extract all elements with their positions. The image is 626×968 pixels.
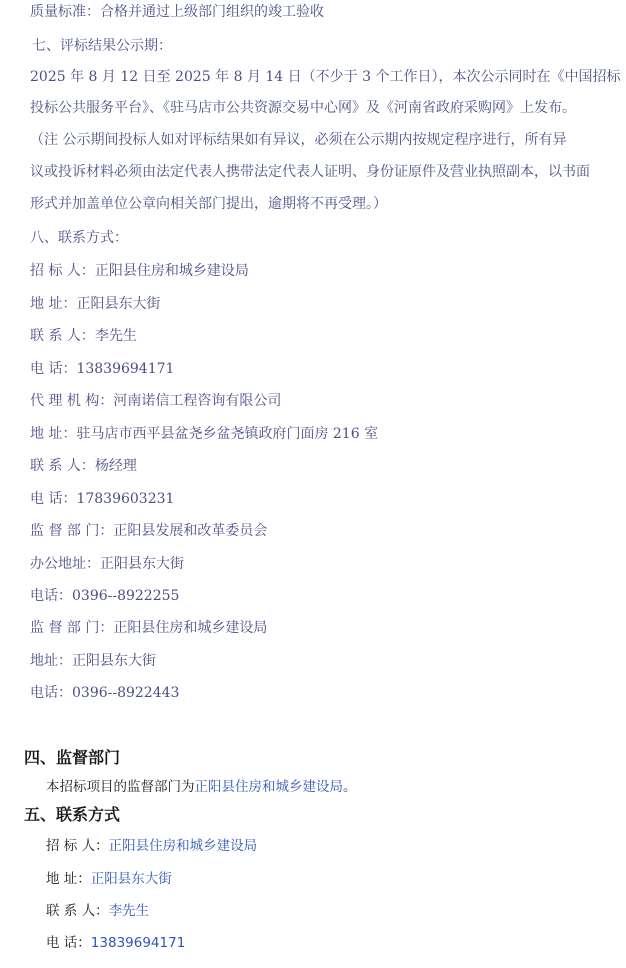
contact-line-agency: 代 理 机 构：河南诺信工程咨询有限公司 [30, 393, 282, 409]
contact-line-supervisor-1: 监 督 部 门：正阳县发展和改革委员会 [30, 523, 268, 539]
quality-standard-line: 质量标准：合格并通过上级部门组织的竣工验收 [30, 4, 324, 20]
contact-line-address: 地 址：正阳县东大街 [30, 296, 161, 312]
supervision-department-link[interactable]: 正阳县住房和城乡建设局 [194, 779, 343, 795]
web-contact-label: 电 话： [46, 935, 91, 951]
web-announcement-body [0, 728, 626, 968]
contact-line-supervisor-2: 监 督 部 门：正阳县住房和城乡建设局 [30, 620, 268, 636]
supervision-paragraph [46, 778, 357, 796]
web-contact-person [46, 902, 149, 920]
contact-line-supervisor-2-address: 地址：正阳县东大街 [30, 653, 156, 669]
web-contact-value: 13839694171 [90, 935, 186, 951]
contact-line-tenderer: 招 标 人：正阳县住房和城乡建设局 [30, 263, 249, 279]
objection-note-line-2: 议或投诉材料必须由法定代表人携带法定代表人证明、身份证原件及营业执照副本，以书面 [30, 164, 590, 180]
publicity-period-line-1: 2025 年 8 月 12 日至 2025 年 8 月 14 日（不少于 3 个工作日），本次公示同时在《中国招标 [30, 69, 621, 85]
section-4-heading: 四、监督部门 [24, 748, 121, 767]
contact-line-agency-address: 地 址：驻马店市西平县盆尧乡盆尧镇政府门面房 216 室 [30, 426, 379, 442]
web-contact-value: 李先生 [108, 903, 150, 919]
section-5-heading: 五、联系方式 [24, 805, 121, 824]
supervision-text-end: 。 [343, 779, 357, 795]
contact-line-agency-phone: 电 话：17839603231 [30, 491, 175, 507]
web-contact-label: 联 系 人： [46, 903, 109, 919]
web-contact-address [46, 870, 172, 888]
web-contact-phone [46, 934, 185, 952]
web-contact-value: 正阳县东大街 [90, 871, 172, 887]
web-contact-tenderer [46, 837, 257, 855]
web-contact-value: 正阳县住房和城乡建设局 [108, 838, 258, 854]
web-contact-label: 地 址： [46, 871, 91, 887]
contact-line-supervisor-1-phone: 电话：0396--8922255 [30, 588, 180, 604]
supervision-text: 本招标项目的监督部门为 [46, 779, 195, 795]
section-8-title: 八、联系方式： [30, 230, 128, 246]
objection-note-line-3: 形式并加盖单位公章向相关部门提出，逾期将不再受理。） [30, 196, 387, 212]
contact-line-supervisor-2-phone: 电话：0396--8922443 [30, 685, 180, 701]
objection-note-line-1: （注 公示期间投标人如对评标结果如有异议，必须在公示期内按规定程序进行，所有异 [30, 132, 567, 148]
web-contact-label: 招 标 人： [46, 838, 109, 854]
contact-line-office-address: 办公地址：正阳县东大街 [30, 556, 184, 572]
section-7-title: 七、评标结果公示期： [32, 38, 172, 54]
contact-line-agency-person: 联 系 人：杨经理 [30, 458, 137, 474]
publicity-period-line-2: 投标公共服务平台》、《驻马店市公共资源交易中心网》及《河南省政府采购网》上发布。 [30, 100, 576, 116]
contact-line-person: 联 系 人：李先生 [30, 328, 137, 344]
contact-line-phone: 电 话：13839694171 [30, 361, 175, 377]
